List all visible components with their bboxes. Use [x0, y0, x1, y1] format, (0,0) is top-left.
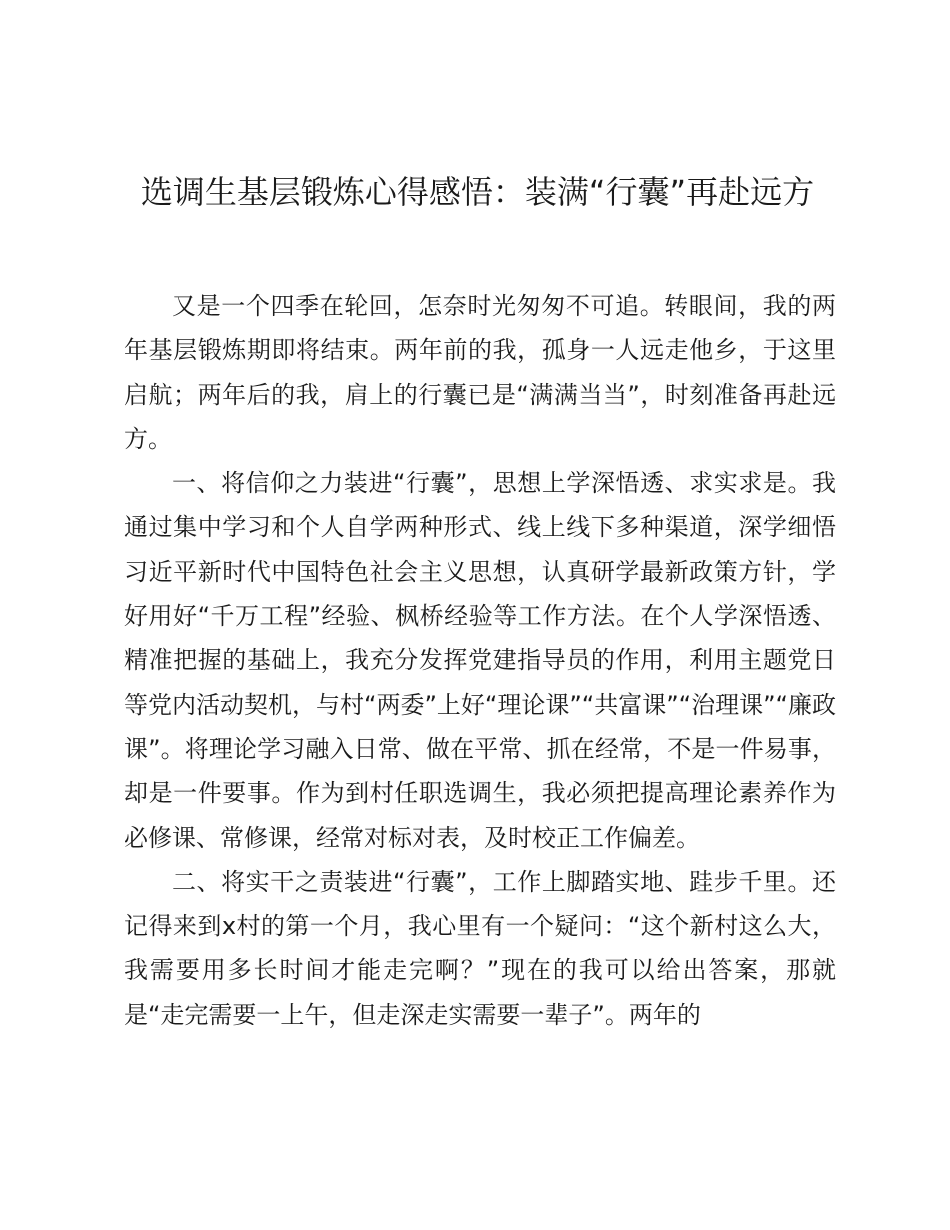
paragraph-lead: 二、将实干之责装进“行囊”， [172, 867, 493, 896]
document-body [124, 284, 836, 1037]
paragraph-text: 思想上学深悟透、求实求是。我通过集中学习和个人自学两种形式、线上线下多种渠道，深学细悟习近平新时代中国特色社会主义思想，认真研学最新政策方针，学好用好“千万工程”经验、枫桥经验等工作方法。在个人学深悟透、精准把握的基础上，我充分发挥党建指导员的作用，利用主题党日等党内活动契机，与村“两委”上好“理论课”“共富课”“治理课”“廉政课”。将理论学习融入日常、做在平常、抓在经常，不是一件易事，却是一件要事。作为到村任职选调生，我必须把提高理论素养作为必修课、常修课，经常对标对表，及时校正工作偏差。 [124, 469, 837, 852]
paragraph-text: 工作上脚踏实地、跬步千里。还记得来到x村的第一个月，我心里有一个疑问：“这个新村这么大，我需要用多长时间才能走完啊？”现在的我可以给出答案，那就是“走完需要一上午，但走深走实需要一辈子”。两年的 [124, 867, 837, 1029]
paragraph-intro [124, 284, 836, 461]
document-title: 选调生基层锻炼心得感悟：装满“行囊”再赴远方 [140, 173, 815, 211]
paragraph-section-two [124, 860, 836, 1037]
paragraph-section-one [124, 461, 836, 860]
paragraph-lead: 一、将信仰之力装进“行囊”， [172, 469, 493, 498]
paragraph-text: 又是一个四季在轮回，怎奈时光匆匆不可追。转眼间，我的两年基层锻炼期即将结束。两年前的我，孤身一人远走他乡，于这里启航；两年后的我，肩上的行囊已是“满满当当”，时刻准备再赴远方。 [124, 292, 836, 453]
